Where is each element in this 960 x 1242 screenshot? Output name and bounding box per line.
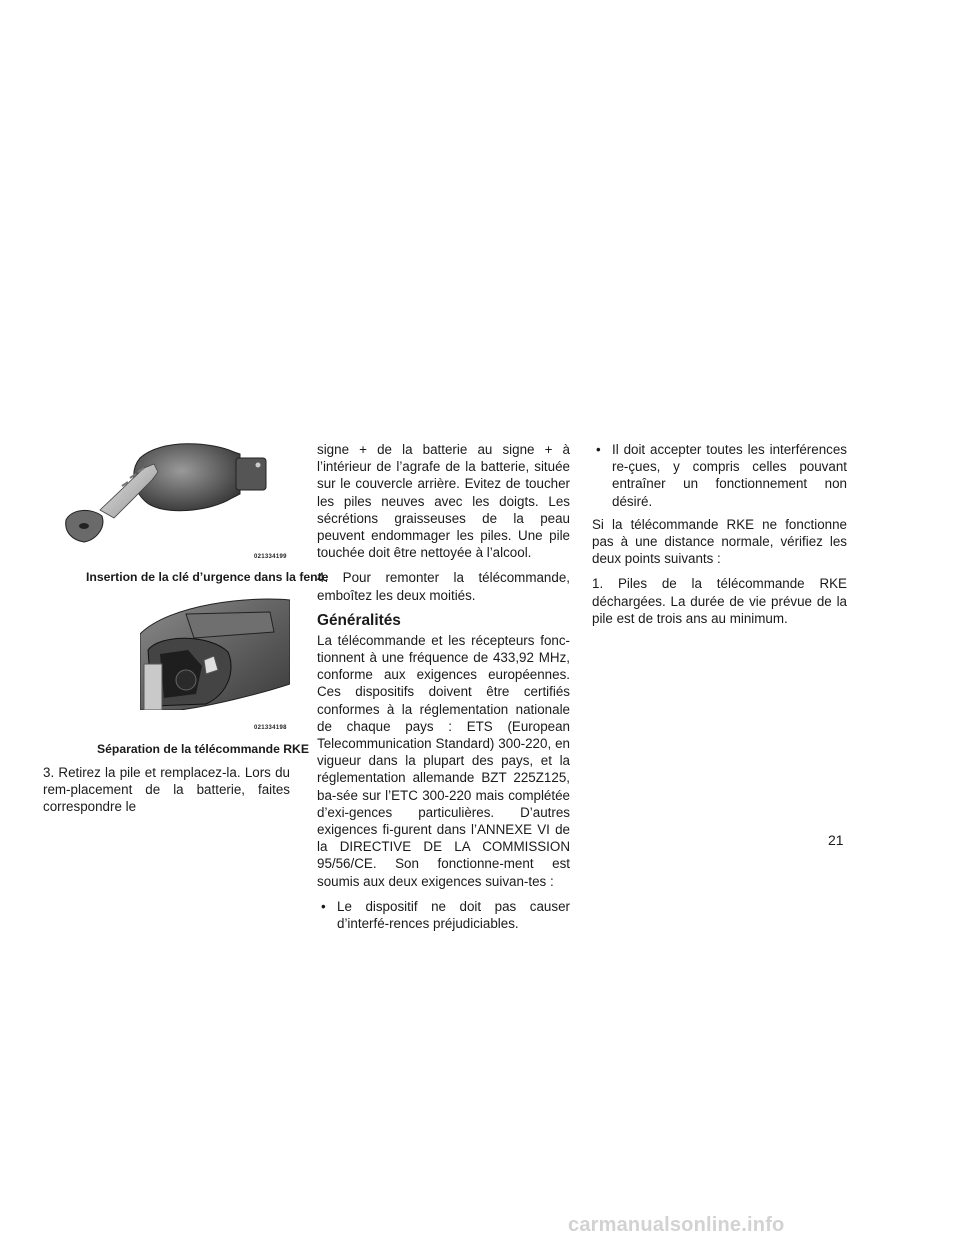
bullet-item (317, 898, 570, 932)
bullet-text: Le dispositif ne doit pas causer d’interfé-rences préjudiciables. (337, 898, 570, 932)
paragraph: 1. Piles de la télécommande RKE déchargées. La durée de vie prévue de la pile est de trois ans au minimum. (592, 576, 847, 626)
emergency-key-insertion-figure (62, 438, 290, 550)
paragraph: 3. Retirez la pile et remplacez-la. Lors du rem-placement de la batterie, faites correspondre le (43, 765, 290, 815)
bullet-item (592, 441, 847, 510)
column-middle (317, 441, 570, 938)
rke-fob-illustration (140, 594, 290, 710)
paragraph: signe + de la batterie au signe + à l’intérieur de l’agrafe de la batterie, située sur le couvercle arrière. Evitez de toucher les piles neuves avec les doigts. Les sécrétions graisseuses de la peau peuvent endommager les piles. Une pile touchée doit être nettoyée à l’alcool. (317, 442, 570, 561)
figure-code: 021334199 (254, 554, 287, 560)
bullet-symbol: • (596, 442, 601, 457)
paragraph: 4. Pour remonter la télécommande, emboîtez les deux moitiés. (317, 570, 570, 603)
bullet-symbol: • (321, 898, 326, 914)
column-left (43, 764, 290, 824)
rke-separation-figure (140, 594, 290, 710)
bullet-text: Il doit accepter toutes les interférences re-çues, y compris celles pouvant entraîner un fonctionnement non désiré. (612, 442, 847, 509)
watermark: carmanualsonline.info (568, 1214, 785, 1236)
column-right (592, 441, 847, 635)
key-fob-illustration (62, 438, 290, 550)
figure-code: 021334198 (254, 725, 287, 731)
section-heading: Généralités (317, 611, 401, 629)
paragraph: La télécommande et les récepteurs fonc-tionnent à une fréquence de 433,92 MHz, conforme aux exigences européennes. Ces dispositifs doivent être certifiés conformes à la réglementation nationale de chaque pays : ETS (European Telecommunication Standard) 300-220, en vigueur dans la plupart des pays, et la réglementation allemande BZT 225Z125, ba-sée sur l’ETC 300-220 mais complétée d’exi-gences particulières. D’autres exigences fi-gurent dans l’ANNEXE VI de la DIRECTIVE DE LA COMMISSION 95/56/CE. Son fonctionne-ment est soumis aux deux exigences suivan-tes : (317, 632, 570, 889)
figure-caption: Séparation de la télécommande RKE (97, 742, 309, 756)
paragraph: Si la télécommande RKE ne fonctionne pas à une distance normale, vérifiez les deux points suivants : (592, 516, 847, 567)
figure-caption: Insertion de la clé d’urgence dans la fente (86, 570, 329, 584)
page-number: 21 (828, 832, 844, 848)
